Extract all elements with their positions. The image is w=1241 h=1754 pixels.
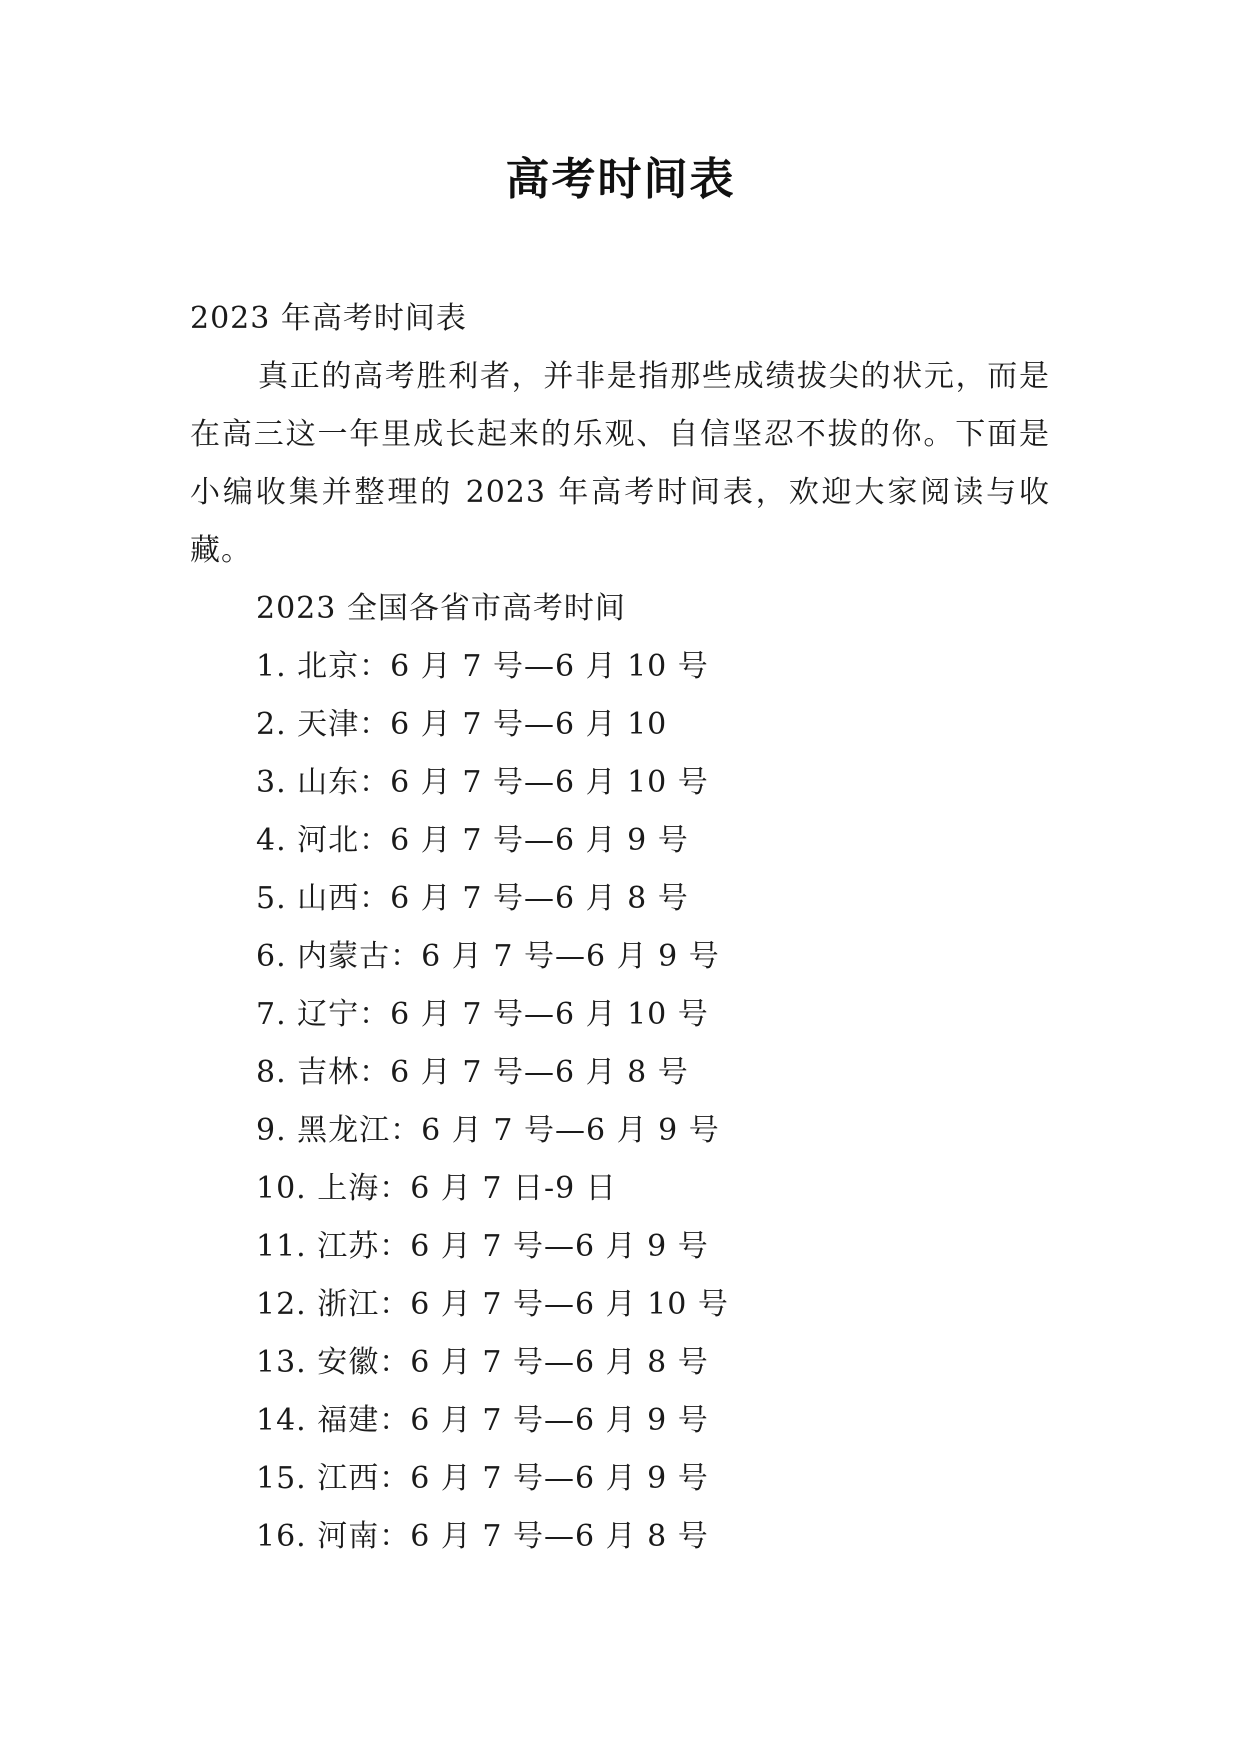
page-title: 高考时间表	[505, 154, 736, 205]
list-item: 12. 浙江：6 月 7 号—6 月 10 号	[256, 1287, 729, 1322]
list-item: 11. 江苏：6 月 7 号—6 月 9 号	[256, 1229, 709, 1264]
section-heading: 2023 全国各省市高考时间	[256, 591, 626, 626]
list-item: 10. 上海：6 月 7 日-9 日	[256, 1171, 617, 1206]
list-item: 8. 吉林：6 月 7 号—6 月 8 号	[256, 1055, 689, 1090]
list-item: 2. 天津：6 月 7 号—6 月 10	[256, 707, 668, 742]
list-item: 6. 内蒙古：6 月 7 号—6 月 9 号	[256, 939, 720, 974]
list-item: 3. 山东：6 月 7 号—6 月 10 号	[256, 765, 709, 800]
list-item: 5. 山西：6 月 7 号—6 月 8 号	[256, 881, 689, 916]
list-item: 4. 河北：6 月 7 号—6 月 9 号	[256, 823, 689, 858]
list-item: 7. 辽宁：6 月 7 号—6 月 10 号	[256, 997, 709, 1032]
intro-paragraph: 真正的高考胜利者，并非是指那些成绩拔尖的状元，而是在高三这一年里成长起来的乐观、自信坚忍不拔的你。下面是小编收集并整理的 2023 年高考时间表，欢迎大家阅读与收藏。	[190, 359, 1050, 568]
list-item: 15. 江西：6 月 7 号—6 月 9 号	[256, 1461, 709, 1496]
list-item: 16. 河南：6 月 7 号—6 月 8 号	[256, 1519, 709, 1554]
list-item: 9. 黑龙江：6 月 7 号—6 月 9 号	[256, 1113, 720, 1148]
list-item: 14. 福建：6 月 7 号—6 月 9 号	[256, 1403, 709, 1438]
list-item: 13. 安徽：6 月 7 号—6 月 8 号	[256, 1345, 709, 1380]
document-subtitle: 2023 年高考时间表	[190, 301, 467, 336]
document-body	[190, 290, 1050, 1566]
list-item: 1. 北京：6 月 7 号—6 月 10 号	[256, 649, 709, 684]
